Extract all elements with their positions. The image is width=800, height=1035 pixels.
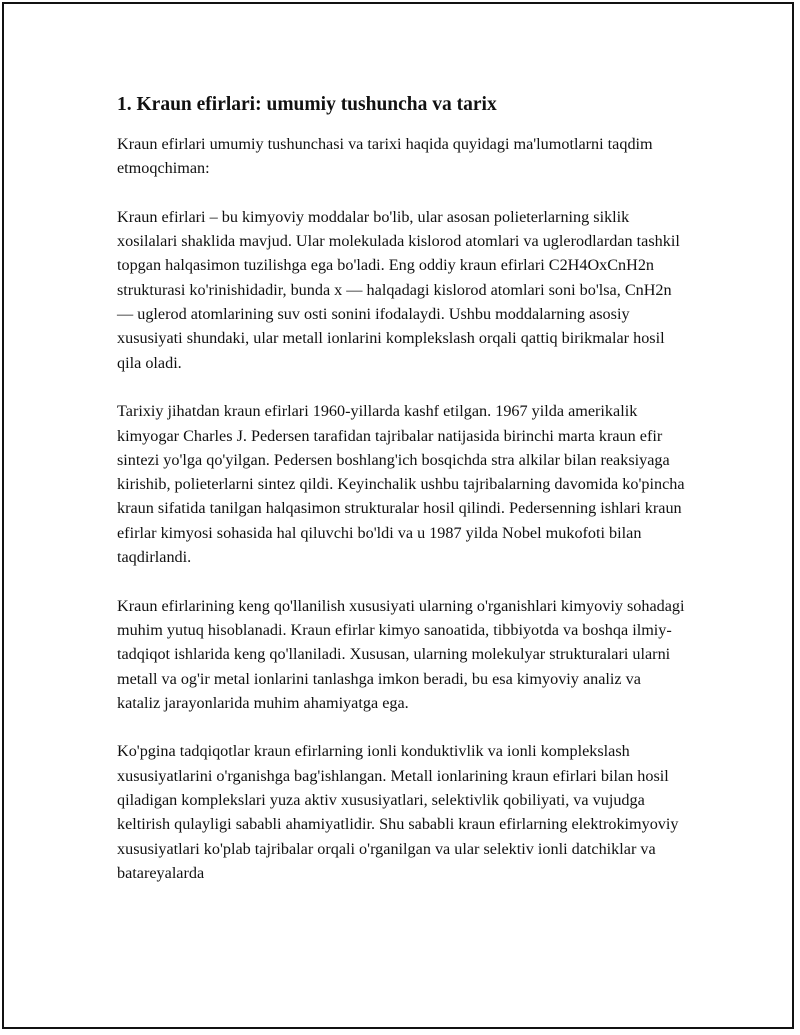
- paragraph-applications: Kraun efirlarining keng qo'llanilish xususiyati ularning o'rganishlari kimyoviy sohadagi muhim yutuq hisoblanadi. Kraun efirlar kimyo sanoatida, tibbiyotda va boshqa ilmiy-tadqiqot ishlarida keng qo'llaniladi. Xususan, ularning molekulyar strukturalari ularni metall va og'ir metal ionlarini tanlashga imkon beradi, bu esa kimyoviy analiz va kataliz jarayonlarida muhim ahamiyatga ega.: [117, 596, 685, 712]
- section-heading: 1. Kraun efirlari: umumiy tushuncha va tarix: [117, 94, 497, 115]
- document-body: [117, 92, 687, 910]
- paragraph-intro: Kraun efirlari umumiy tushunchasi va tarixi haqida quyidagi ma'lumotlarni taqdim etmoqchiman:: [117, 135, 653, 178]
- paragraph-history: Tarixiy jihatdan kraun efirlari 1960-yillarda kashf etilgan. 1967 yilda amerikalik kimyogar Charles J. Pedersen tarafidan tajribalar natijasida birinchi marta kraun efir sintezi yo'lga qo'yilgan. Pedersen boshlang'ich bosqichda stra alkilar bilan reaksiyaga kirishib, polieterlarni sintez qildi. Keyinchalik ushbu tajribalarning davomida ko'pincha kraun sifatida tanilgan halqasimon strukturalar hosil qilindi. Pedersenning ishlari kraun efirlar kimyosi sohasida hal qiluvchi bo'ldi va u 1987 yilda Nobel mukofoti bilan taqdirlandi.: [117, 402, 685, 567]
- paragraph-definition: Kraun efirlari – bu kimyoviy moddalar bo'lib, ular asosan polieterlarning siklik xosilalari shaklida mavjud. Ular molekulada kislorod atomlari va uglerodlardan tashkil topgan halqasimon tuzilishga ega bo'ladi. Eng oddiy kraun efirlari C2H4OxCnH2n strukturasi ko'rinishidadir, bunda x — halqadagi kislorod atomlari soni bo'lsa, CnH2n — uglerod atomlarining suv osti sonini ifodalaydi. Ushbu moddalarning asosiy xususiyati shundaki, ular metall ionlarini komplekslash orqali qattiq birikmalar hosil qila oladi.: [117, 207, 680, 372]
- paragraph-research: Ko'pgina tadqiqotlar kraun efirlarning ionli konduktivlik va ionli komplekslash xususiyatlarini o'rganishga bag'ishlangan. Metall ionlarining kraun efirlari bilan hosil qiladigan komplekslari yuza aktiv xususiyatlari, selektivlik qobiliyati, va vujudga keltirish qulayligi sababli ahamiyatlidir. Shu sababli kraun efirlarning elektrokimyoviy xususiyatlari ko'plab tajribalar orqali o'rganilgan va ular selektiv ionli datchiklar va batareyalarda: [117, 742, 679, 882]
